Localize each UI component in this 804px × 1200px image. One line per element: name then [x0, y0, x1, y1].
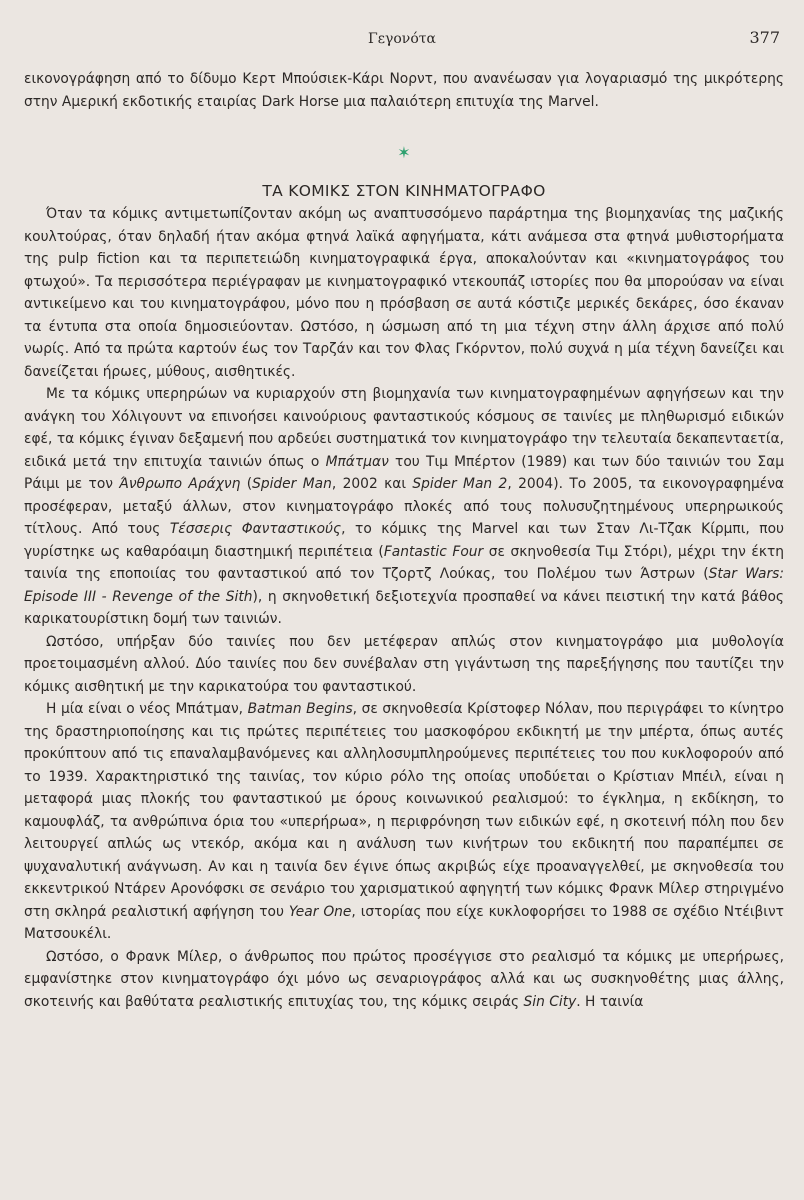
paragraph-4	[24, 698, 784, 946]
text-run: ), η σκηνοθετική δεξιοτεχνία προσπαθεί να κάνει πειστική την κατά βάθος καρικατουρίστικη δομή των ταινιών.	[24, 588, 784, 627]
section-heading: ΤΑ ΚΟΜΙΚΣ ΣΤΟΝ ΚΙΝΗΜΑΤΟΓΡΑΦΟ	[262, 182, 546, 200]
text-run: , σε σκηνοθεσία Κρίστοφερ Νόλαν, που περιγράφει το κίνητρο της δραστηριοποίησης και τις πρώτες περιπέτειες του μασκοφόρου εκδικητή με την μπέρτα, όπως αυτές προκύπτουν από τις επαναλαμβανόμενες και αλληλοσυμπληρούμενες περιπέτειες του που κυκλοφορούν από το 1939. Χαρακτηριστικό της ταινίας, τον κύριο ρόλο της οποίας υποδύεται ο Κρίστιαν Μπέιλ, είναι η μεταφορά μιας πλοκής του φανταστικού με όρους κοινωνικού ρεαλισμού: το έγκλημα, η εκδίκηση, το καμουφλάζ, τα ανθρώπινα όρια του «υπερήρωα», η περιφρόνηση των ειδικών εφέ, η σκοτεινή πόλη που δεν λειτουργεί απλώς ως ντεκόρ, ακόμα και η ανάλυση των κινήτρων του εκδικητή που παραπέμπει σε ψυχαναλυτική ανάγνωση. Αν και η ταινία δεν έγινε όπως ακριβώς είχε προαναγγελθεί, με σκηνοθεσία του εκκεντρικού Ντάρεν Αρονόφσκι σε σενάριο του χαρισματικού αφηγητή των κόμικς Φρανκ Μίλερ στηριγμένο στη σκληρά ρεαλιστική αφήγηση του	[24, 701, 784, 920]
text-run: , ιστορίας που είχε κυκλοφορήσει το 1988 σε σχέδιο Ντέιβιντ Ματσουκέλι.	[24, 903, 784, 942]
text-run: του Τιμ Μπέρτον (1989) και των δύο ταινιών του Σαμ Ράιμι με τον	[24, 453, 784, 492]
text-run: , το κόμικς της Marvel και των Σταν Λι-Τζακ Κίρμπι, που γυρίστηκε ως καθαρόαιμη διαστημική περιπέτεια (	[24, 521, 785, 560]
italic-title: Sin City	[523, 993, 577, 1010]
paragraph-3	[24, 631, 784, 699]
section-separator-icon: ✶	[397, 143, 411, 162]
text-run: Ωστόσο, υπήρξαν δύο ταινίες που δεν μετέφεραν απλώς στον κινηματογράφο μια μυθολογία προετοιμασμένη αλλού. Δύο ταινίες που δεν συνέβαλαν στη γιγάντωση της παρεξήγησης που ταυτίζει την κόμικς αισθητική με την καρικατούρα του φανταστικού.	[24, 633, 784, 695]
text-run: Ωστόσο, ο Φρανκ Μίλερ, ο άνθρωπος που πρώτος προσέγγισε στο ρεαλισμό τα κόμικς με υπερήρωες, εμφανίστηκε στον κινηματογράφο όχι μόνο ως σεναριογράφος αλλά και ως συσκηνοθέτης μιας άλλης, σκοτεινής και βαθύτατα ρεαλιστικής επιτυχίας του, της κόμικς σειράς	[24, 948, 784, 1010]
page-number: 377	[749, 28, 780, 47]
text-run: σε σκηνοθεσία Τιμ Στόρι), μέχρι την έκτη ταινία της εποποιίας του φανταστικού από τον Τζορτζ Λούκας, του Πολέμου των Άστρων (	[24, 543, 784, 582]
italic-title: Μπάτμαν	[325, 453, 389, 470]
text-run: (	[240, 476, 253, 492]
italic-title: Τέσσερις Φανταστικούς	[169, 521, 342, 537]
text-run: εικονογράφηση από το δίδυμο Κερτ Μπούσιεκ-Κάρι Νορντ, που ανανέωσαν για λογαριασμό της μικρότερης στην Αμερική εκδοτικής εταιρίας Dark Horse μια παλαιότερη επιτυχία της Marvel.	[24, 71, 784, 110]
italic-title: Fantastic Four	[383, 543, 484, 560]
opening-paragraph	[24, 68, 784, 113]
page-body	[24, 68, 784, 1013]
text-run: . Η ταινία	[576, 993, 644, 1010]
paragraph-5	[24, 946, 784, 1014]
text-run: Η μία είναι ο νέος Μπάτμαν,	[46, 701, 248, 717]
running-title: Γεγονότα	[368, 31, 436, 47]
paragraph-2	[24, 383, 784, 631]
italic-title: Άνθρωπο Αράχνη	[119, 476, 241, 492]
text-run: , 2004). Το 2005, τα εικονογραφημένα προσέφεραν, μεταξύ άλλων, στον κινηματογράφο πλοκές από τους πολυσυζητημένους υπερηρωικούς τίτλους. Από τους	[24, 476, 784, 537]
paragraph-1	[24, 203, 784, 383]
italic-title: Spider Man 2	[412, 476, 508, 492]
text-run: , 2002 και	[331, 476, 413, 492]
text-run: Όταν τα κόμικς αντιμετωπίζονταν ακόμη ως αναπτυσσόμενο παράρτημα της βιομηχανίας της μαζικής κουλτούρας, όταν δηλαδή ήταν ακόμα φτηνά λαϊκά αφηγήματα, κάτι ανάμεσα στα φτηνά μυθιστορήματα της pulp fiction και τα περιπετειώδη κινηματογραφικά έργα, αποκαλούνταν και «κινηματογράφος του φτωχού». Τα περισσότερα περιέγραφαν με κινηματογραφικό ντεκουπάζ ιστορίες που θα μπορούσαν να είναι αντικείμενο και του κινηματογράφου, μόνο που η πρόσβαση σε αυτά κόστιζε μερικές δεκάρες, όσο έκαναν τα έντυπα στα οποία δημοσιεύονταν. Ωστόσο, η ώσμωση από τη μια τέχνη στην άλλη άρχισε από πολύ νωρίς. Από τα πρώτα καρτούν έως τον Ταρζάν και τον Φλας Γκόρντον, πολύ συχνά η μία τέχνη δανείζει και δανείζεται ήρωες, μύθους, αισθητικές.	[24, 206, 784, 380]
italic-title: Spider Man	[252, 476, 332, 492]
running-header	[0, 28, 804, 54]
italic-title: Batman Begins	[247, 701, 353, 717]
text-run: Με τα κόμικς υπερηρώων να κυριαρχούν στη βιομηχανία των κινηματογραφημένων αφηγήσεων και την ανάγκη του Χόλιγουντ να επινοήσει καινούριους φανταστικούς κόσμους σε ταινίες με πληθωρισμό ειδικών εφέ, τα κόμικς έγιναν δεξαμενή που αρδεύει συστηματικά τον κινηματογράφο την τελευταία δεκαπενταετία, ειδικά μετά την επιτυχία ταινιών όπως ο	[24, 386, 784, 470]
italic-title: Year One	[288, 903, 352, 920]
italic-title: Star Wars: Episode III - Revenge of the Sith	[24, 566, 784, 605]
